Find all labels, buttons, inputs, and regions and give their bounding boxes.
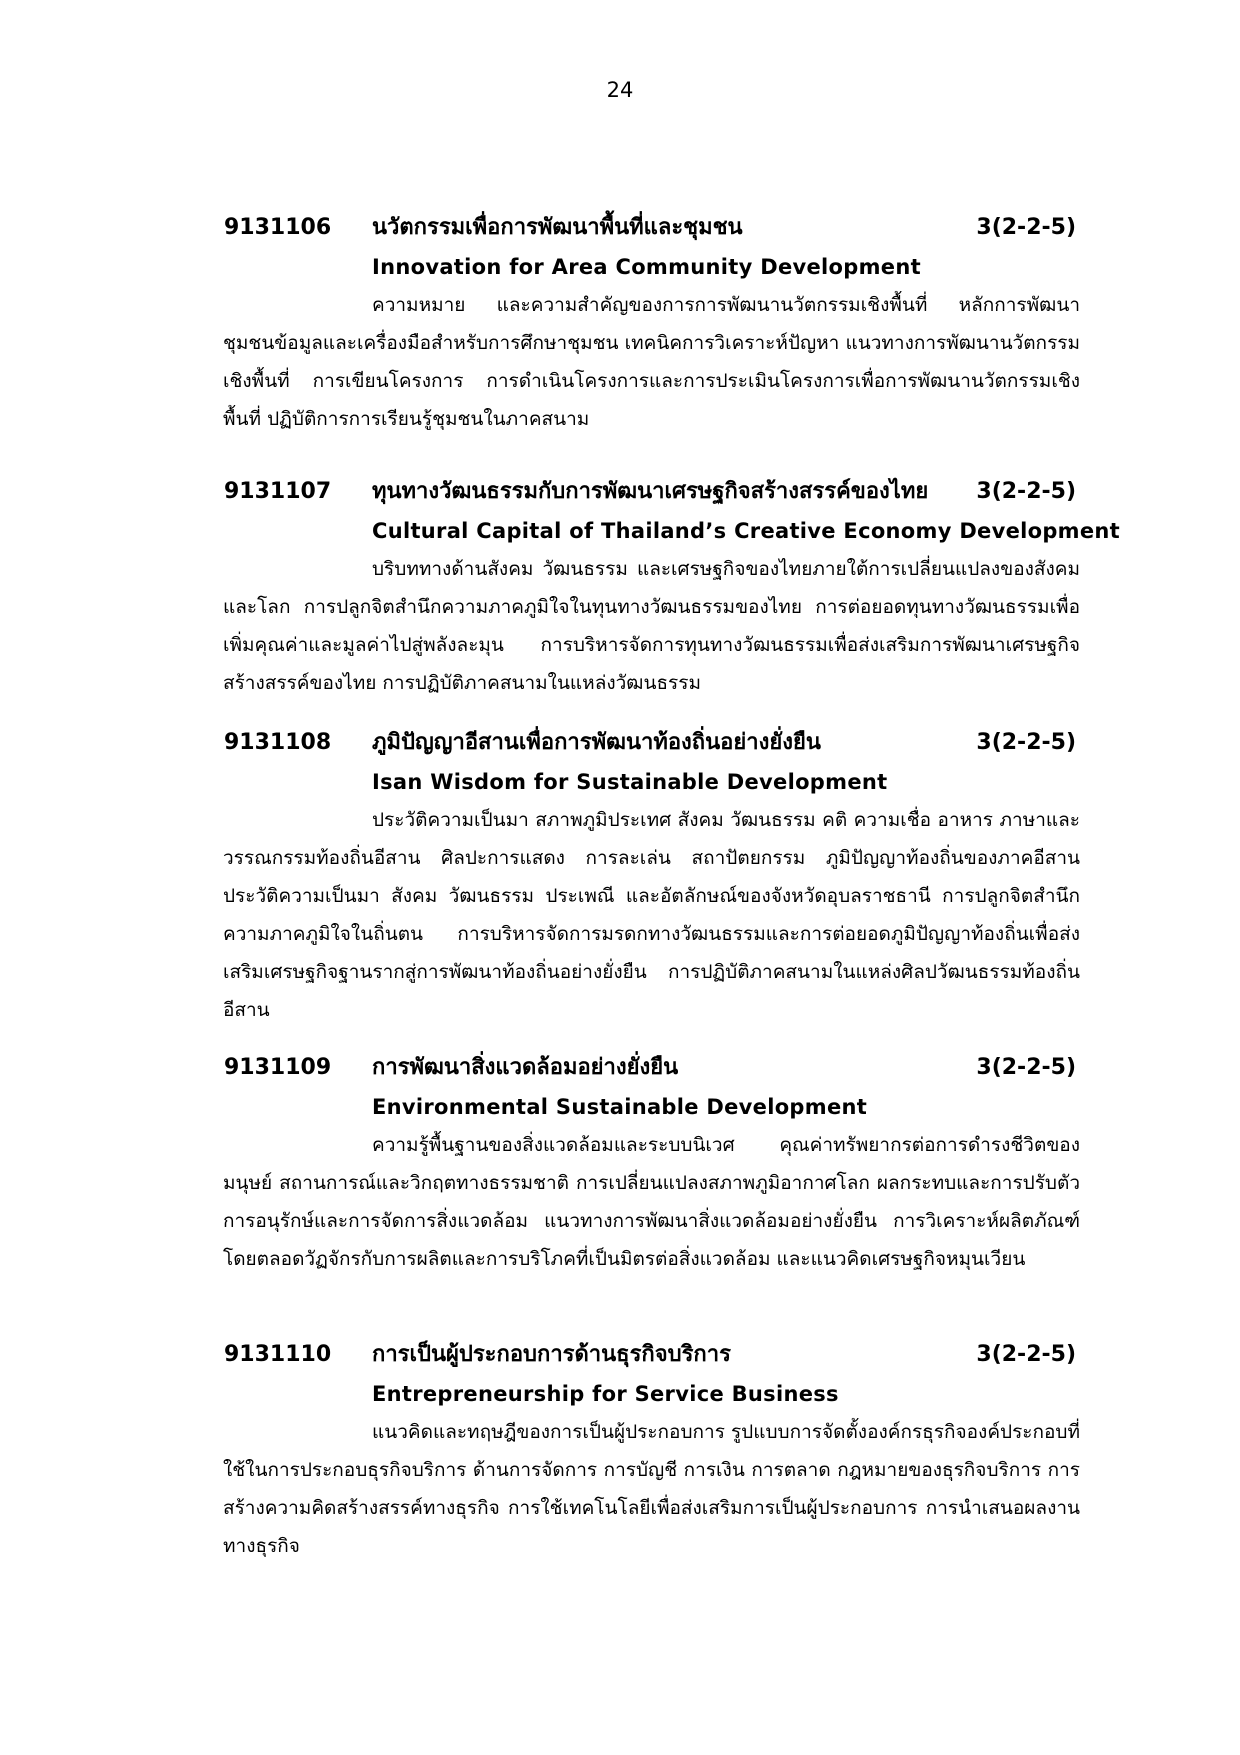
- course-9131106: [223, 208, 1080, 438]
- course-credit: 3(2-2-5): [976, 479, 1076, 504]
- course-title-thai: การเป็นผู้ประกอบการด้านธุรกิจบริการ: [372, 1342, 731, 1367]
- course-description: ความรู้พื้นฐานของสิ่งแวดล้อมและระบบนิเวศ คุณค่าทรัพยากรต่อการดำรงชีวิตของมนุษย์ สถานการณ์และวิกฤตทางธรรมชาติ การเปลี่ยนแปลงสภาพภูมิอากาศโลก ผลกระทบและการปรับตัว การอนุรักษ์และการจัดการสิ่งแวดล้อม แนวทางการพัฒนาสิ่งแวดล้อมอย่างยั่งยืน การวิเคราะห์ผลิตภัณฑ์โดยตลอดวัฏจักรกับการผลิตและการบริโภคที่เป็นมิตรต่อสิ่งแวดล้อม และแนวคิดเศรษฐกิจหมุนเวียน: [223, 1134, 1080, 1270]
- course-code: 9131108: [224, 730, 332, 755]
- page-number: 24: [606, 78, 634, 102]
- course-header: [223, 472, 1080, 512]
- course-9131109: [223, 1048, 1080, 1278]
- course-header: [223, 1335, 1080, 1375]
- course-title-english: Entrepreneurship for Service Business: [372, 1382, 839, 1406]
- course-9131107: [223, 472, 1120, 702]
- course-title-thai: นวัตกรรมเพื่อการพัฒนาพื้นที่และชุมชน: [372, 215, 743, 240]
- course-title-thai: ภูมิปัญญาอีสานเพื่อการพัฒนาท้องถิ่นอย่างยั่งยืน: [372, 730, 821, 755]
- course-header: [223, 208, 1080, 248]
- course-title-thai: การพัฒนาสิ่งแวดล้อมอย่างยั่งยืน: [372, 1055, 679, 1080]
- course-header: [223, 1048, 1080, 1088]
- course-credit: 3(2-2-5): [976, 730, 1076, 755]
- course-description: แนวคิดและทฤษฎีของการเป็นผู้ประกอบการ รูปแบบการจัดตั้งองค์กรธุรกิจองค์ประกอบที่ใช้ในการประกอบธุรกิจบริการ ด้านการจัดการ การบัญชี การเงิน การตลาด กฎหมายของธุรกิจบริการ การสร้างความคิดสร้างสรรค์ทางธุรกิจ การใช้เทคโนโลยีเพื่อส่งเสริมการเป็นผู้ประกอบการ การนำเสนอผลงานทางธุรกิจ: [223, 1421, 1080, 1557]
- course-code: 9131109: [224, 1055, 332, 1080]
- course-code: 9131107: [224, 479, 332, 504]
- course-credit: 3(2-2-5): [976, 1342, 1076, 1367]
- course-title-thai: ทุนทางวัฒนธรรมกับการพัฒนาเศรษฐกิจสร้างสรรค์ของไทย: [372, 479, 929, 504]
- course-9131110: [223, 1335, 1080, 1565]
- course-code: 9131110: [224, 1342, 332, 1367]
- course-description: ความหมาย และความสำคัญของการการพัฒนานวัตกรรมเชิงพื้นที่ หลักการพัฒนาชุมชนข้อมูลและเครื่องมือสำหรับการศึกษาชุมชน เทคนิคการวิเคราะห์ปัญหา แนวทางการพัฒนานวัตกรรม เชิงพื้นที่ การเขียนโครงการ การดำเนินโครงการและการประเมินโครงการเพื่อการพัฒนานวัตกรรมเชิงพื้นที่ ปฏิบัติการการเรียนรู้ชุมชนในภาคสนาม: [223, 294, 1080, 430]
- course-credit: 3(2-2-5): [976, 1055, 1076, 1080]
- course-title-english: Isan Wisdom for Sustainable Development: [372, 770, 888, 794]
- course-title-english: Cultural Capital of Thailand’s Creative Economy Development: [372, 519, 1120, 543]
- course-description: บริบททางด้านสังคม วัฒนธรรม และเศรษฐกิจของไทยภายใต้การเปลี่ยนแปลงของสังคมและโลก การปลูกจิตสำนึกความภาคภูมิใจในทุนทางวัฒนธรรมของไทย การต่อยอดทุนทางวัฒนธรรมเพื่อเพิ่มคุณค่าและมูลค่าไปสู่พลังละมุน การบริหารจัดการทุนทางวัฒนธรรมเพื่อส่งเสริมการพัฒนาเศรษฐกิจสร้างสรรค์ของไทย การปฏิบัติภาคสนามในแหล่งวัฒนธรรม: [223, 558, 1080, 694]
- course-title-english: Innovation for Area Community Development: [372, 255, 921, 279]
- course-credit: 3(2-2-5): [976, 215, 1076, 240]
- course-header: [223, 723, 1080, 763]
- course-title-english: Environmental Sustainable Development: [372, 1095, 868, 1119]
- course-code: 9131106: [224, 215, 332, 240]
- course-9131108: [223, 723, 1080, 1029]
- course-description: ประวัติความเป็นมา สภาพภูมิประเทศ สังคม วัฒนธรรม คติ ความเชื่อ อาหาร ภาษาและวรรณกรรมท้องถิ่นอีสาน ศิลปะการแสดง การละเล่น สถาปัตยกรรม ภูมิปัญญาท้องถิ่นของภาคอีสาน ประวัติความเป็นมา สังคม วัฒนธรรม ประเพณี และอัตลักษณ์ของจังหวัดอุบลราชธานี การปลูกจิตสำนึก ความภาคภูมิใจในถิ่นตน การบริหารจัดการมรดกทางวัฒนธรรมและการต่อยอดภูมิปัญญาท้องถิ่นเพื่อส่งเสริมเศรษฐกิจฐานรากสู่การพัฒนาท้องถิ่นอย่างยั่งยืน การปฏิบัติภาคสนามในแหล่งศิลปวัฒนธรรมท้องถิ่นอีสาน: [223, 809, 1080, 1021]
